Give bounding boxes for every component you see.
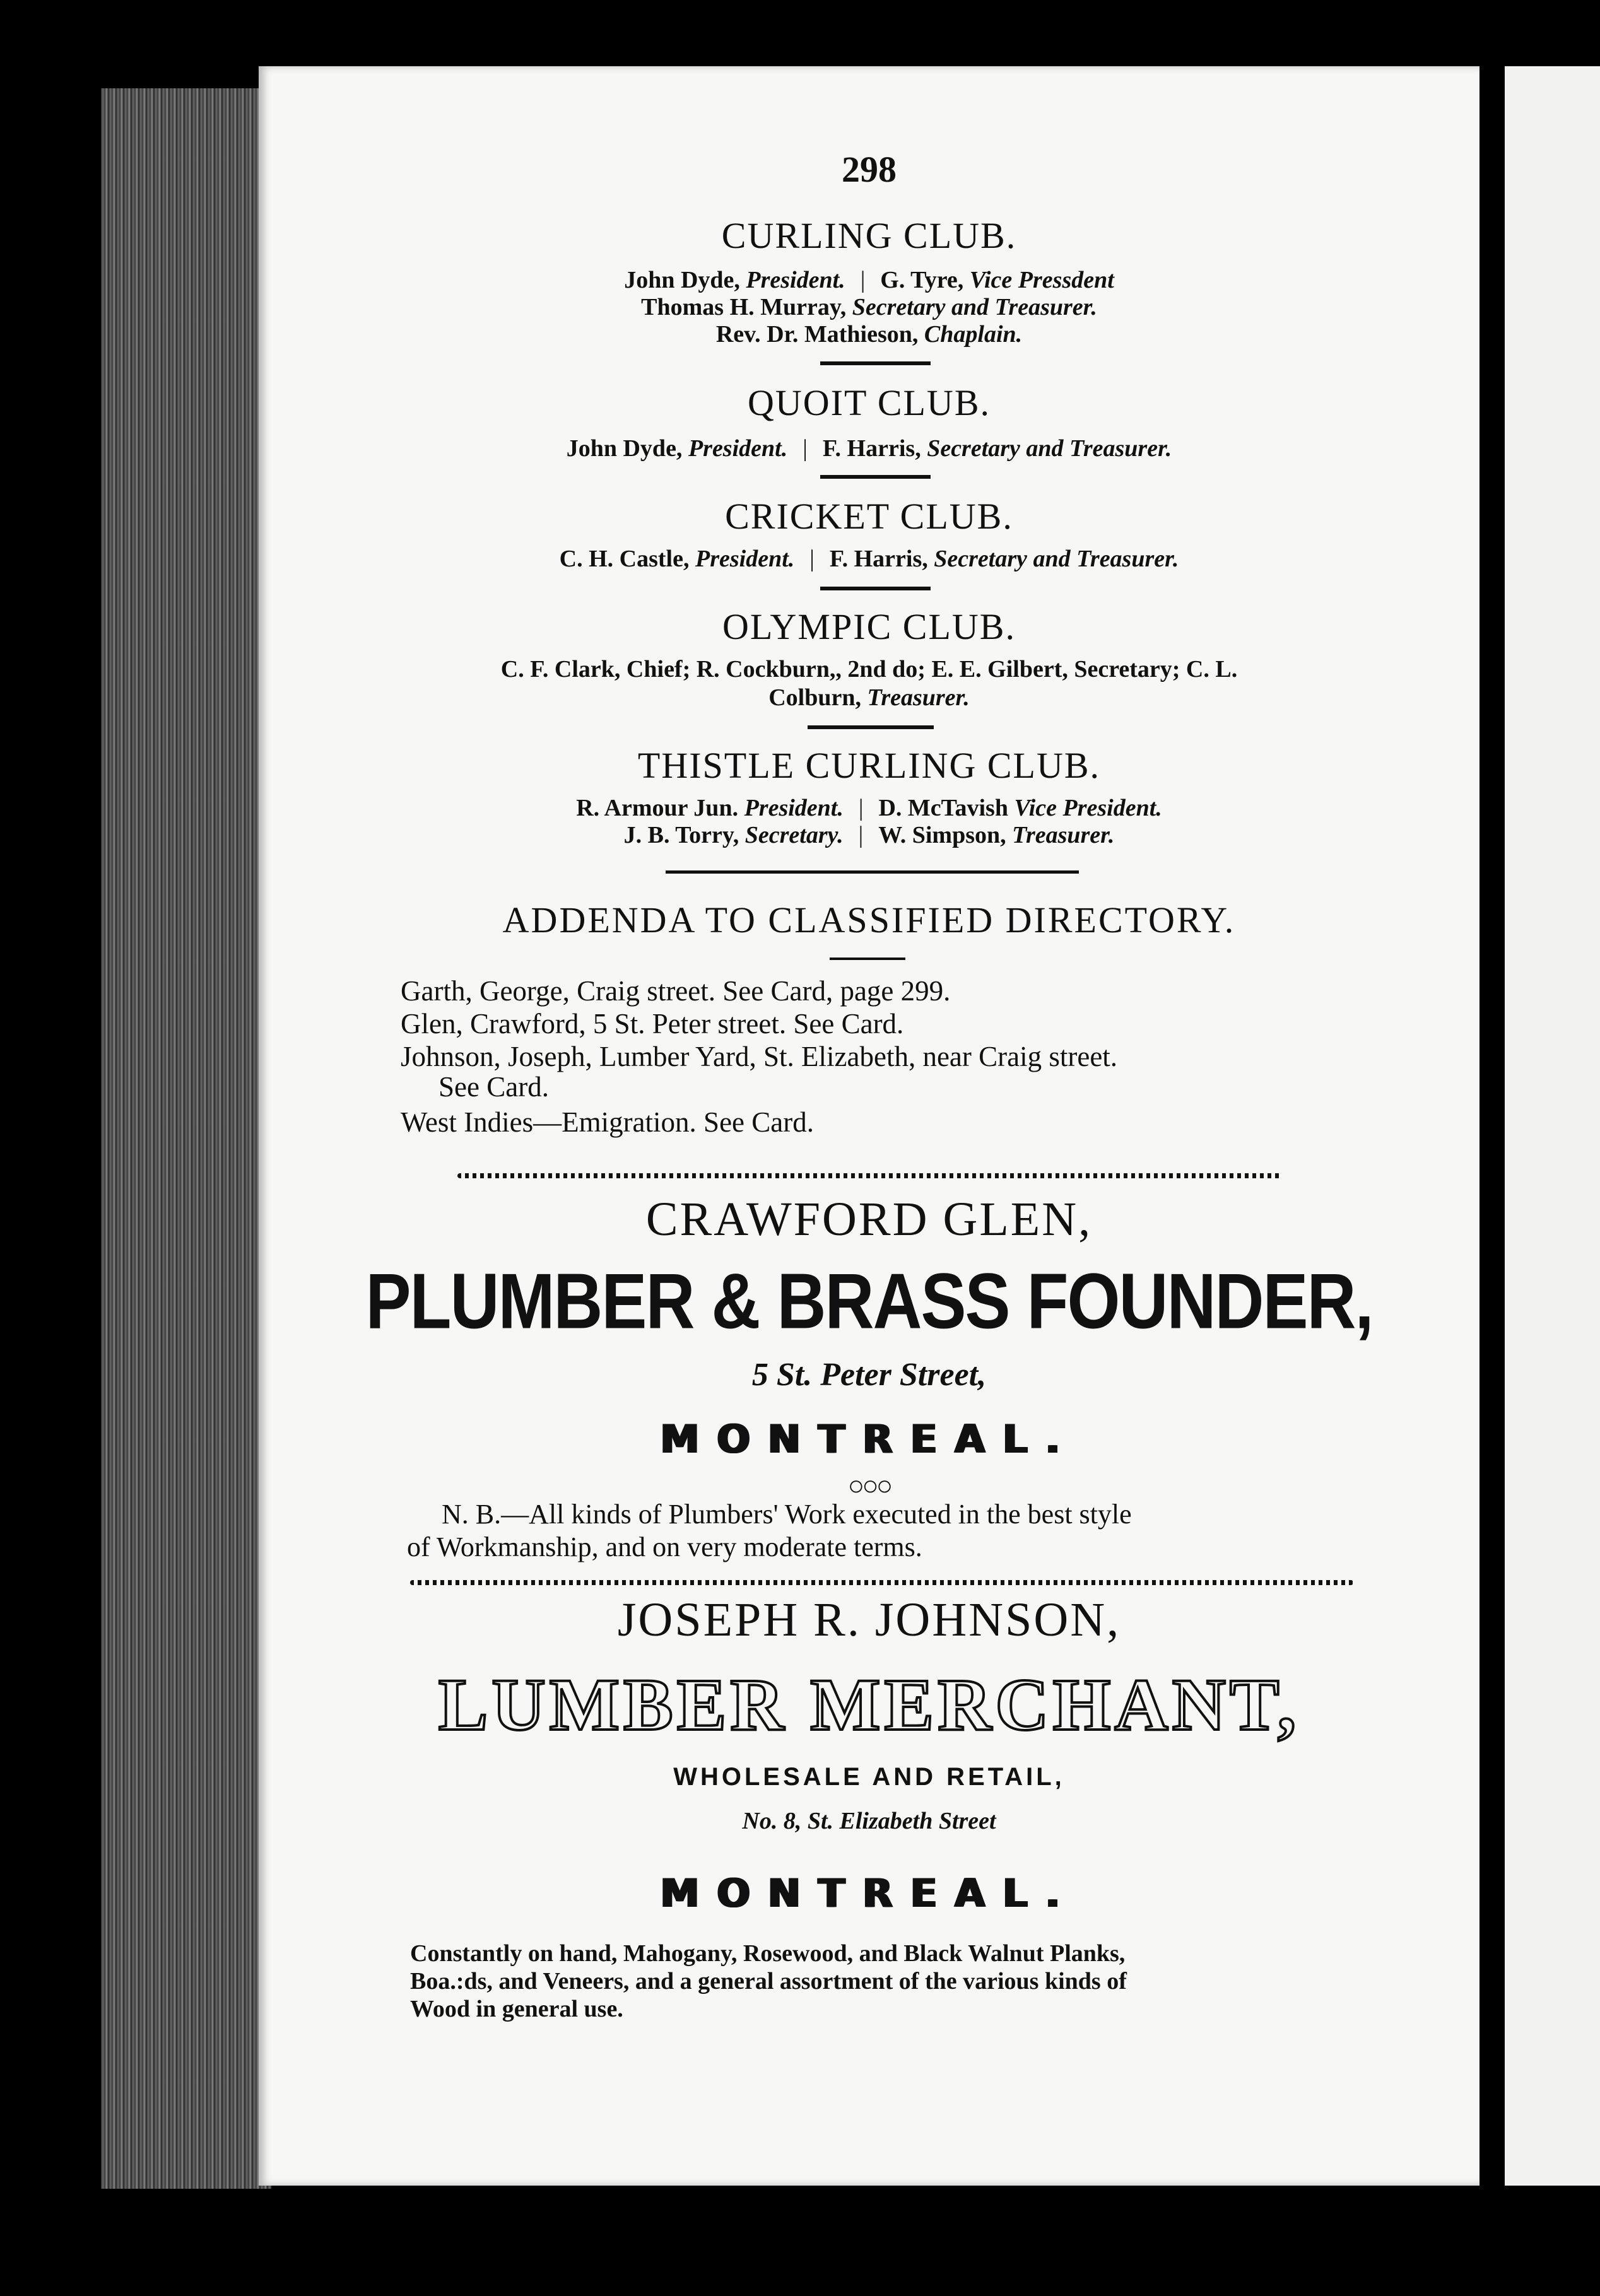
page (259, 66, 1479, 2186)
page-number: 298 (842, 149, 897, 190)
club-title: OLYMPIC CLUB. (722, 606, 1016, 647)
page-gutter (1479, 66, 1505, 2186)
club-line: John Dyde, President. | G. Tyre, Vice Pressdent (624, 267, 1114, 293)
club-title: THISTLE CURLING CLUB. (637, 745, 1101, 786)
advertiser-trade: PLUMBER & BRASS FOUNDER, (365, 1256, 1373, 1345)
advertiser-city: MONTREAL. (660, 1870, 1078, 1916)
addenda-item: Johnson, Joseph, Lumber Yard, St. Elizabeth, near Craig street. (401, 1041, 1118, 1072)
addenda-title: ADDENDA TO CLASSIFIED DIRECTORY. (502, 899, 1236, 940)
wavy-divider (410, 1580, 1353, 1585)
club-line: R. Armour Jun. President. | D. McTavish Vice President. (576, 795, 1162, 821)
addenda-item: Garth, George, Craig street. See Card, page 299. (401, 975, 951, 1007)
club-line: John Dyde, President. | F. Harris, Secretary and Treasurer. (566, 435, 1172, 462)
club-title: QUOIT CLUB. (747, 382, 991, 423)
club-title: CRICKET CLUB. (725, 496, 1013, 537)
divider (820, 587, 931, 590)
advertiser-address: No. 8, St. Elizabeth Street (742, 1808, 996, 1834)
divider (820, 361, 931, 365)
club-line: J. B. Torry, Secretary. | W. Simpson, Treasurer. (623, 822, 1115, 848)
club-line: Thomas H. Murray, Secretary and Treasurer. (641, 294, 1097, 320)
divider (820, 475, 931, 479)
advertiser-subtitle: WHOLESALE AND RETAIL, (673, 1763, 1065, 1791)
ornament: ○○○ (847, 1470, 891, 1501)
advertiser-trade: LUMBER MERCHANT, (438, 1663, 1300, 1746)
next-page-edge (1505, 66, 1600, 2186)
club-line: C. H. Castle, President. | F. Harris, Secretary and Treasurer. (559, 546, 1179, 572)
addenda-item: Glen, Crawford, 5 St. Peter street. See Card. (401, 1008, 904, 1040)
club-title: CURLING CLUB. (721, 215, 1017, 256)
wavy-divider (457, 1173, 1281, 1178)
section-divider (666, 870, 1079, 874)
advertiser-name: CRAWFORD GLEN, (645, 1193, 1093, 1246)
addenda-item: West Indies—Emigration. See Card. (401, 1106, 814, 1138)
advertiser-address: 5 St. Peter Street, (751, 1357, 987, 1393)
advertiser-note: N. B.—All kinds of Plumbers' Work executed in the best style of Workmanship, and on very moderate terms. (407, 1499, 1132, 1562)
club-line: Rev. Dr. Mathieson, Chaplain. (715, 321, 1023, 348)
book-edge (101, 88, 271, 2189)
club-line: C. F. Clark, Chief; R. Cockburn,, 2nd do; E. E. Gilbert, Secretary; C. L. (500, 656, 1238, 682)
club-line: Colburn, Treasurer. (768, 684, 970, 711)
divider (830, 958, 905, 960)
advertiser-city: MONTREAL. (660, 1416, 1078, 1462)
addenda-item: See Card. (438, 1071, 549, 1103)
advertiser-note: Constantly on hand, Mahogany, Rosewood, and Black Walnut Planks, Boa.:ds, and Veneers, and a general assortment of the various kinds of Wood in general use. (410, 1940, 1127, 2022)
advertiser-name: JOSEPH R. JOHNSON, (617, 1593, 1121, 1646)
divider (808, 725, 934, 729)
